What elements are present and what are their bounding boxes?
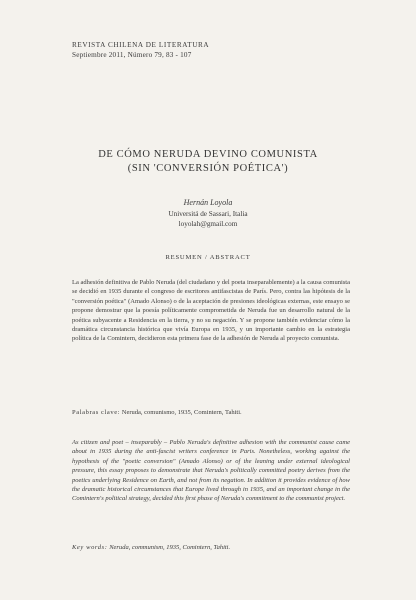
title-line-1: DE CÓMO NERUDA DEVINO COMUNISTA [98, 149, 318, 160]
abstract-english: As citizen and poet – inseparably – Pablo Neruda's definitive adhesion with the communist cause came about in 1935 during the anti-fascist writers conference in Paris. Nonetheless, working against the hypothesis of the "poetic conversion" (Amado Alonso) or of the leaning under external ideological pressure, this essay proposes to demonstrate that Neruda's politically committed poetry derives from the poetics underlying Residence on Earth, and not from its negation. In addition it provides evidence of how the dramatic historical circumstances that Europe lived through in 1935, and an important change in the Comintern's political strategy, decided this first phase of Neruda's commitment to the communist project. [72, 439, 350, 503]
palabras-clave-label: Palabras clave: [72, 409, 121, 416]
title-line-2: (SIN 'CONVERSIÓN POÉTICA') [127, 163, 289, 174]
keywords-label: Key words: [72, 544, 108, 551]
article-title [40, 148, 376, 176]
author-affiliation: Universitá de Sassari, Italia [168, 209, 248, 218]
journal-header [72, 40, 209, 60]
issue-info: Septiembre 2011, Número 79, 83 - 107 [72, 51, 192, 59]
abstract-spanish: La adhesión definitiva de Pablo Neruda (del ciudadano y del poeta inseparablemente) a la causa comunista se decidió en 1935 durante el congreso de escritores antifascistas de París. Pero, contra las hipótesis de la "conversión poética" (Amado Alonso) o de la aceptación de presiones ideológicas externas, este ensayo se propone demostrar que la poesía políticamente comprometida de Neruda fue un desarrollo natural de la poética subyacente a Residencia en la tierra, y no su negación. Y se propone también evidenciar cómo la dramática circunstancia histórica que vivía Europa en 1935, y un importante cambio en la estrategia política de la Comintern, decidieron esta primera fase de la adhesión de Neruda al proyecto comunista. [72, 279, 350, 343]
author-name: Hernán Loyola [183, 198, 233, 207]
keywords-values: Neruda, communism, 1935, Comintern, Tahiti. [109, 544, 231, 551]
author-block [40, 198, 376, 230]
journal-name: REVISTA CHILENA DE LITERATURA [72, 41, 210, 49]
palabras-clave-values: Neruda, comunismo, 1935, Comintern, Tahiti. [121, 409, 242, 416]
author-email: loyolah@gmail.com [178, 220, 238, 228]
abstract-heading: RESUMEN / ABSTRACT [165, 254, 251, 261]
palabras-clave [72, 408, 350, 417]
keywords [72, 543, 350, 552]
